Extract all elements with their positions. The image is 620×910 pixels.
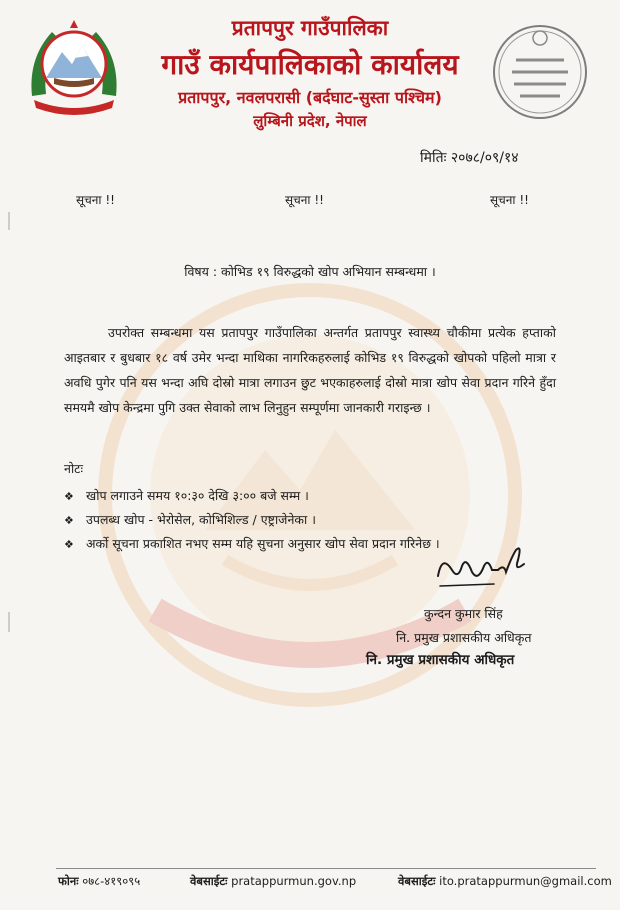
note-label: नोटः	[64, 461, 84, 476]
notice-heading-right: सूचना !!	[490, 193, 529, 207]
diamond-bullet-icon: ❖	[64, 490, 74, 503]
signatory-stamp: नि. प्रमुख प्रशासकीय अधिकृत	[366, 652, 515, 668]
footer-email: वेबसाईटः ito.pratappurmun@gmail.com	[398, 874, 612, 888]
paper-mark	[8, 612, 10, 632]
note-item: ❖ अर्को सूचना प्रकाशित नभए सम्म यहि सुचना अनुसार खोप सेवा प्रदान गरिनेछ ।	[64, 532, 440, 556]
letter-subject: विषय : कोभिड १९ विरुद्धको खोप अभियान सम्बन्धमा ।	[184, 264, 436, 279]
note-item: ❖ खोप लगाउने समय १०:३० देखि ३:०० बजे सम्म ।	[64, 484, 440, 508]
diamond-bullet-icon: ❖	[64, 538, 74, 551]
note-list	[64, 484, 440, 556]
signatory-title: नि. प्रमुख प्रशासकीय अधिकृत	[396, 630, 532, 645]
letter-body: उपरोक्त सम्बन्धमा यस प्रतापपुर गाउँपालिका अन्तर्गत प्रतापपुर स्वास्थ्य चौकीमा प्रत्येक हप्ताको आइतबार र बुधबार १८ वर्ष उमेर भन्दा माथिका नागरिकहरुलाई कोभिड १९ विरुद्धको खोपको पहिलो मात्रा र अवधि पुगेर पनि यस भन्दा अघि दोस्रो मात्रा लगाउन छुट भएकाहरुलाई दोस्रो मात्रा खोप सेवा प्रदान गरिने हुँदा समयमै खोप केन्द्रमा पुगि उक्त सेवाको लाभ लिनुहुन सम्पूर्णमा जानकारी गराइन्छ ।	[64, 325, 556, 415]
footer-divider	[56, 868, 596, 869]
signatory-name: कुन्दन कुमार सिंह	[424, 606, 503, 621]
date-label: मितिः	[420, 150, 447, 166]
letter-date	[420, 148, 519, 167]
office-address: प्रतापपुर, नवलपरासी (बर्दघाट-सुस्ता पश्चिम)	[178, 88, 442, 107]
notice-heading-left: सूचना !!	[76, 193, 115, 207]
municipality-name: प्रतापपुर गाउँपालिका	[231, 16, 389, 40]
notice-heading-center: सूचना !!	[285, 193, 324, 207]
office-name: गाउँ कार्यपालिकाको कार्यालय	[161, 48, 459, 81]
office-province: लुम्बिनी प्रदेश, नेपाल	[253, 112, 367, 130]
diamond-bullet-icon: ❖	[64, 514, 74, 527]
paper-mark	[8, 212, 10, 230]
note-item: ❖ उपलब्ध खोप - भेरोसेल, कोभिशिल्ड / एष्ट्राजेनेका ।	[64, 508, 440, 532]
handwritten-signature	[432, 536, 532, 594]
footer-website: वेबसाईटः pratappurmun.gov.np	[190, 874, 357, 888]
date-value: २०७८/०९/१४	[450, 150, 519, 166]
footer-phone: फोनः ०७८-४१९०९५	[58, 874, 141, 888]
